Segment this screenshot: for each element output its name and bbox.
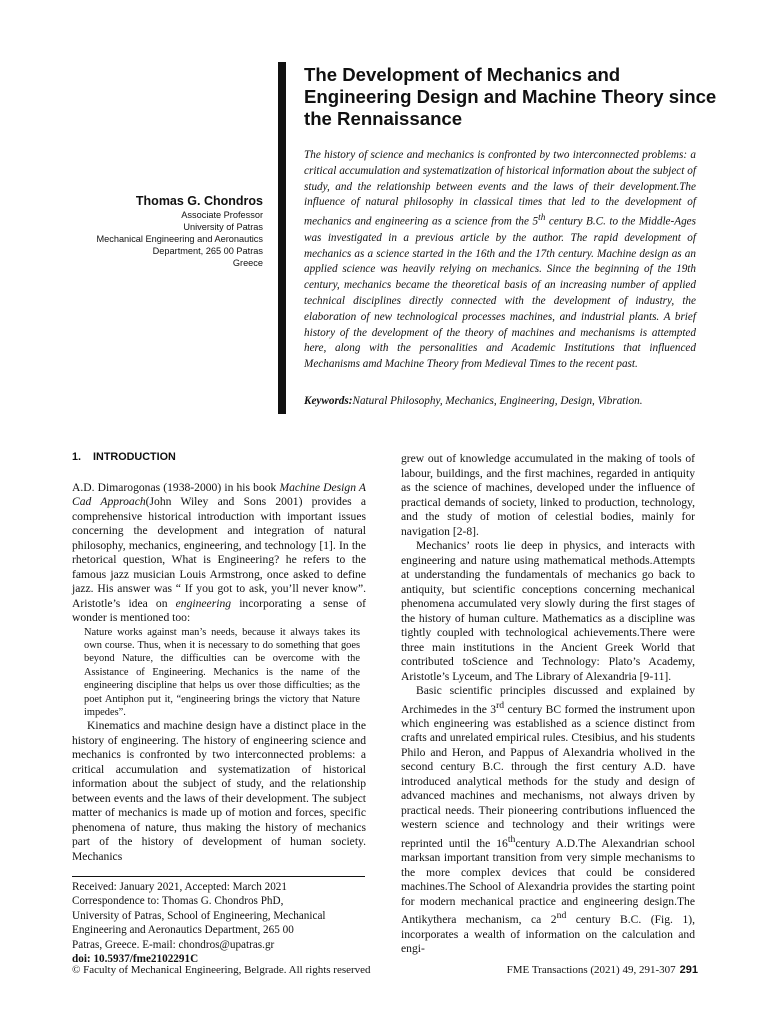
section-heading <box>72 450 366 465</box>
paper-title: The Development of Mechanics and Engineering Design and Machine Theory since the Rennaissance <box>304 64 717 129</box>
body-paragraph-3 <box>401 684 695 957</box>
author-university: University of Patras <box>183 222 263 232</box>
keywords-label: Keywords: <box>304 395 353 407</box>
body-paragraph-2: Mechanics’ roots lie deep in physics, and interacts with engineering and nature using mathematical methods.Attempts at understanding the fundamentals of mechanics go back to antiquity, but scientific conceptions concerning mechanical phenomena accumulated very slowly during the first stages of the history of human culture. Mathematics as a discipline was tightly coupled with technological achievements.There were three main institutions in the Ancient Greek World that contributed toScience and Technology: Plato’s Academy, Aristotle’s Lyceum, and The Library of Alexandria [9-11]. <box>401 539 695 683</box>
address-line-1: University of Patras, School of Engineering, Mechanical <box>72 909 326 922</box>
abstract <box>304 148 696 373</box>
journal-citation: FME Transactions (2021) 49, 291-307 <box>506 964 676 976</box>
section-title: INTRODUCTION <box>93 451 176 463</box>
correspondence: Correspondence to: Thomas G. Chondros PhD, <box>72 895 284 908</box>
keywords <box>304 394 696 410</box>
body-text-d: century B.C. (Fig. 1), incorporates a wealth of information on the calculation and engi- <box>401 913 695 956</box>
superscript-rd: rd <box>496 699 505 711</box>
body-paragraph-1: grew out of knowledge accumulated in the making of tools of labour, buildings, and the first machines, regarded in antiquity as the science of machines, developed under the influence of practical demands of society, linked to production, technology, and the study of motion of celestial bodies, mainly for navigation [2-8]. <box>401 452 695 538</box>
title-accent-bar <box>278 62 286 414</box>
author-block <box>60 193 263 269</box>
address-line-2: Engineering and Aeronautics Department, 265 00 <box>72 924 294 937</box>
right-column <box>401 452 695 957</box>
author-position: Associate Professor <box>181 210 263 220</box>
superscript-nd: nd <box>556 910 567 922</box>
body-text-c: century A.D.The Alexandrian school marksan important transition from very simple mechanisms to the more complex devices that could be considered machines.The School of Alexandria provides the starting point for modern mechanical practice and engineering design.The Antikythera mechanism, ca 2 <box>401 836 695 927</box>
doi: doi: 10.5937/fme2102291C <box>72 953 199 966</box>
abstract-text-1: The history of science and mechanics is confronted by two interconnected problems: a critical accumulation and systematization of historical information about the subject of study, and the relationship between events and the laws of their development.The influence of natural philosophy in classical times that led to the development of mechanics and engineering as a science from the 5 <box>304 149 696 228</box>
author-country: Greece <box>232 258 263 268</box>
section-number: 1. <box>72 451 82 463</box>
book-title: Machine Design A Cad Approach <box>72 480 367 508</box>
aristotle-quote: Nature works against man’s needs, because it always takes its own course. Thus, when it is necessary to do something that goes beyond Nature, the difficulties can be overcome with the Assistance of Engineering. Mechanics is the name of the engineering discipline that helps us over those difficulties; as the poet Antiphon put it, “engineering brings the victory that Nature impedes”. <box>84 626 360 718</box>
footnote-divider <box>72 876 365 877</box>
footnote <box>72 880 372 966</box>
received-date: Received: January 2021, Accepted: March 2021 <box>72 881 287 893</box>
body-text-a: Basic scientific principles discussed and explained by Archimedes in the 3 <box>401 684 695 716</box>
author-department: Mechanical Engineering and Aeronautics Department, 265 00 Patras <box>96 234 263 256</box>
intro-text-c: incorporating a sense of wonder is mentioned too: <box>72 596 367 624</box>
emphasis-engineering: engineering <box>175 596 232 610</box>
superscript-th: th <box>507 833 516 845</box>
copyright: © Faculty of Mechanical Engineering, Belgrade. All rights reserved <box>72 964 371 976</box>
body-text-b: century BC formed the instrument upon which engineering was established as a science distinct from crafts and unrelated empirical rules. Ctesibius, and his students Philo and Heron, and Pappus of Alexandria wholived in the second century B.C. through the first century A.D. have introduced analytical methods for the study and design of advanced machines and mechanisms, not always driven by practical needs. Their pioneering contributions influenced the western science and technology and their writings were reprinted until the 16 <box>401 702 695 850</box>
left-column <box>72 450 366 864</box>
address-line-3: Patras, Greece. E-mail: chondros@upatras.gr <box>72 938 275 951</box>
page-number: 291 <box>679 964 698 976</box>
journal-footer <box>507 964 698 976</box>
abstract-superscript: th <box>538 213 546 224</box>
intro-text-b: (John Wiley and Sons 2001) provides a comprehensive historical introduction with important issues concerning the development and integration of natural philosophy, mechanics, engineering, and technology [1]. In the rhetorical question, What is Engineering? he refers to the famous jazz musician Louis Armstrong, once asked to define jazz. His answer was “ If you got to ask, you’ll never know”. Aristotle’s idea on <box>72 495 366 610</box>
keywords-text: Natural Philosophy, Mechanics, Engineering, Design, Vibration. <box>352 395 643 407</box>
author-name: Thomas G. Chondros <box>135 194 263 208</box>
intro-paragraph-2: Kinematics and machine design have a distinct place in the history of engineering. The history of engineering science and mechanics is confronted by two interconnected problems: a critical accumulation and systematization of historical information about the subject of study, and the relationship between events and the laws of their development. The subject matter of mechanics is made up of motion and forces, specific phenomena of nature, thus making the history of mechanics part of the history of development of human society. Mechanics <box>72 719 366 863</box>
intro-paragraph-1 <box>72 481 366 626</box>
abstract-text-2: century B.C. to the Middle-Ages was investigated in a previous article by the author. The rapid development of mechanics as a science started in the 16th and the 17th century. Machine design as an applied science was heavily relying on mechanics. Since the beginning of the 19th century, mechanics became the theoretical basis of an increasing number of applied technical disciplines directly connected with the development of industry, the elaboration of new technological processes machines, and industrial plants. A brief history of the development of the theory of machines and mechanisms is attempted here, along with the personalities and Academic Institutions that influenced Mechanisms amd Machine Theory from Medieval Times to the recent past. <box>304 215 696 371</box>
intro-text-a: A.D. Dimarogonas (1938-2000) in his book <box>72 480 280 494</box>
